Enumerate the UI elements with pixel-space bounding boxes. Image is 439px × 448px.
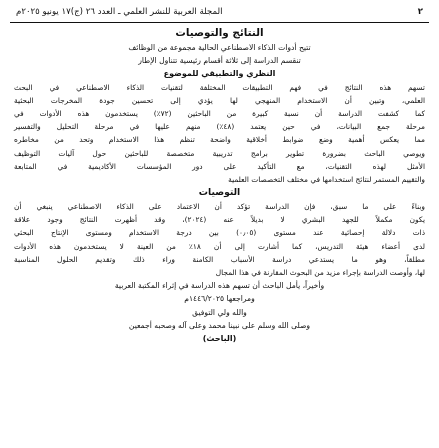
header-rule (10, 22, 429, 23)
author-signoff: (الباحث) (202, 333, 237, 343)
journal-header: المجلة العربية للنشر العلمي ـ العدد ٢٦ (ج)١٧ يونيو ٢٠٢٥م (16, 7, 223, 17)
text-line: والتقييم المستمر لنتائج استخدامها في مختلف التخصصات العلمية (228, 174, 425, 184)
outcome-line: النظري والتطبيقي للموضوع (163, 69, 276, 79)
outcome-line: تنقسم الدراسة إلى ثلاثة أقسام رئيسية تتناول الإطار (138, 56, 301, 66)
article-body (10, 25, 429, 345)
text-line: الأمثل لهذه التقنيات، مع التأكيد على دور المؤسسات الأكاديمية في المتابعة (14, 161, 425, 171)
outcome-line: تتيح أدوات الذكاء الاصطناعي الحالية مجموعة من الوظائف (128, 43, 311, 52)
closing-formula: والله ولي التوفيق (192, 307, 247, 317)
recommendations-heading: التوصيات (198, 187, 241, 199)
text-line: مرحلة جمع البيانات، في حين يعتمد (٤٨٪) منهم عليها في مرحلة التحليل والتفسير (14, 122, 425, 132)
text-line: تسهم هذه النتائج في فهم التطبيقات المختلفة لتقنيات الذكاء الاصطناعي في البحث (14, 82, 425, 92)
paragraph (10, 81, 429, 187)
text-line: مما يعكس أهمية وضع ضوابط أخلاقية واضحة تنظم هذا الاستخدام وتحد من مخاطره (14, 135, 425, 145)
paragraph (10, 200, 429, 279)
closing-line: وأخيراً، يأمل الباحث أن تسهم هذه الدراسة في إثراء المكتبة العربية (114, 281, 325, 291)
text-line: لدى أعضاء هيئة التدريس، كما أشارت إلى أن ١٨٪ من العينة لا يستخدمون هذه الأدوات (14, 241, 426, 251)
closing-formula: وصلى الله وسلم على نبينا محمد وعلى آله وصحبه أجمعين (128, 320, 311, 330)
text-line: يكون مكملاً للجهد البشري لا بديلاً عنه (٢٠٢٤)، وقد أظهرت النتائج وجود علاقة (14, 215, 425, 225)
running-header (10, 4, 429, 18)
text-line: وبناءً على ما سبق، فإن الدراسة تؤكد أن الاعتماد على الذكاء الاصطناعي ينبغي أن (14, 202, 425, 212)
text-line: مطلقاً، وهو ما يستدعي دراسة الأسباب الكامنة وراء ذلك وتقديم الحلول المناسبة (14, 254, 425, 264)
text-line: ويوصي الباحث بضرورة تطوير برامج تدريبية متخصصة للباحثين حول آليات التوظيف (14, 148, 425, 158)
page-number: ٢ (417, 7, 423, 17)
text-line: كما كشفت الدراسة أن نسبة كبيرة من الباحثين (٧٢٪) يستخدمون هذه الأدوات في (14, 108, 425, 118)
section-title: النتائج والتوصيات (175, 27, 264, 39)
text-line: لها، وأوصت الدراسة بإجراء مزيد من البحوث المقارنة في هذا المجال (215, 268, 425, 277)
text-line: العلمي، وتبين أن الاستخدام المنهجي لها يؤدي إلى تحسين جودة المخرجات البحثية (14, 95, 425, 105)
text-line: ذات دلالة إحصائية عند مستوى (٠٫٠٥) بين درجة الاستخدام ومستوى الإنتاج البحثي (14, 228, 425, 238)
closing-line: ومراجعها ١٤٤٦/٢٠٢٥م (184, 294, 255, 304)
